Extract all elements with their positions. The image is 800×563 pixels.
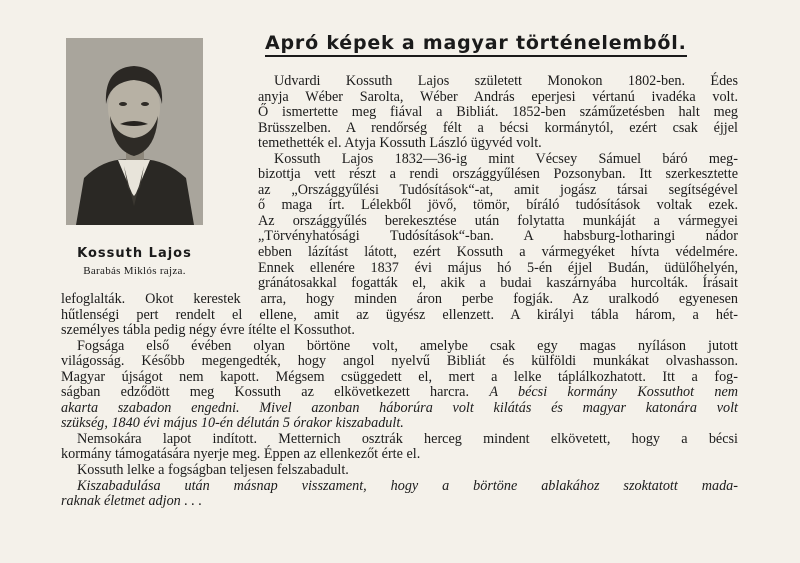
text-segment-italic: A bécsi kormány Kossuthot nem	[489, 384, 739, 401]
text-line: az „Országgyűlési Tudósítások“-at, amit jogász társai segítségével	[258, 181, 738, 198]
text-line: Ennek ellenére 1837 évi május hó 5-én éjjel Budán, üdülőhelyén,	[258, 259, 738, 276]
text-line: anyja Wéber Sarolta, Wéber András eperjesi vértanú ivadéka volt.	[258, 88, 738, 105]
text-line: Kossuth Lajos 1832—36-ig mint Vécsey Sámuel báró meg-	[274, 150, 738, 167]
portrait-drawing	[66, 38, 203, 225]
text-line: ebben lázítást látott, ezért Kossuth a vármegyéket hívta védelmére.	[258, 244, 738, 261]
text-line: gránátosakkal fogatták el, akik a budai kaszárnyába hurcolták. Írásait	[258, 275, 738, 292]
text-line-italic	[61, 401, 738, 417]
portrait-name: Kossuth Lajos	[77, 246, 192, 261]
text-line: személyes tábla pedig négy évre ítélte el Kossuthot.	[61, 322, 355, 339]
body-text-full-width	[61, 292, 738, 510]
text-line: hűtlenségi pert rendelt el ellene, amit az ügyész ellenzett. A királyi tábla három, a hét-	[61, 306, 738, 323]
text-line: Magyar újságot nem kapott. Mégsem csüggedett el, mert a lelke táplálkozhatott. Itt a fog-	[61, 368, 738, 385]
text-line-italic	[61, 494, 738, 510]
text-segment-italic: raknak életmet adjon . . .	[61, 493, 203, 510]
text-line: ő maga írt. Lélekből jövő, tömör, bíráló tudósítások voltak ezek.	[258, 197, 738, 214]
text-line-italic	[61, 479, 738, 495]
text-line: Kossuth lelke a fogságban teljesen felszabadult.	[77, 462, 349, 479]
text-line: Az országgyűlés berekesztése után folytatta munkáját a vármegyei	[258, 212, 738, 229]
text-line: kormány támogatására nyerje meg. Éppen az ellenkezőt érte el.	[61, 446, 421, 463]
text-line: lefoglalták. Okot kerestek arra, hogy minden áron perbe fogják. Az uralkodó egyenesen	[61, 291, 738, 307]
portrait-image	[66, 38, 203, 225]
page-title: Apró képek a magyar történelemből.	[265, 32, 687, 57]
text-line-mixed	[61, 385, 738, 401]
text-line: Udvardi Kossuth Lajos született Monokon 1802-ben. Édes	[274, 73, 738, 89]
text-line: világosság. Később megengedték, hogy angol nyelvű Bibliát és külföldi munkákat olvashasson.	[61, 353, 738, 370]
text-line: Nemsokára lapot indított. Metternich osztrák herceg mindent elkövetett, hogy a bécsi	[77, 430, 738, 447]
text-segment-italic: Kiszabadulása után másnap visszament, hogy a börtöne ablakához szoktatott mada-	[77, 477, 738, 494]
text-line-italic	[61, 416, 738, 432]
text-line: Ő ismertette meg fiával a Bibliát. 1852-ben száműzetésben halt meg	[258, 104, 738, 121]
text-segment-italic: szükség, 1840 évi május 10-én délután 5 órakor kiszabadult.	[61, 415, 404, 432]
text-segment: ságban edződött meg Kossuth az elkövetkezett harcra.	[61, 384, 470, 401]
text-line: „Törvényhatósági Tudósítások“-ban. A habsburg-lotharingi nádor	[258, 228, 738, 245]
body-text-right-column	[258, 74, 738, 292]
text-line: temethették el. Atyja Kossuth László ügyvéd volt.	[258, 135, 542, 152]
text-line: Brüsszelben. A rendőrség félt a bécsi kormánytól, ezért csak éjjel	[258, 119, 738, 136]
portrait-credit: Barabás Miklós rajza.	[83, 265, 186, 277]
text-segment-italic: akarta szabadon engedni. Mivel azonban háborúra volt kilátás és magyar katonára volt	[61, 399, 738, 416]
text-line: bizottja vett részt a rendi országgyűlésen Pozsonyban. Itt szerkesztette	[258, 166, 738, 183]
text-line: Fogsága első évében olyan börtöne volt, amelybe csak egy magas nyíláson jutott	[77, 337, 738, 354]
